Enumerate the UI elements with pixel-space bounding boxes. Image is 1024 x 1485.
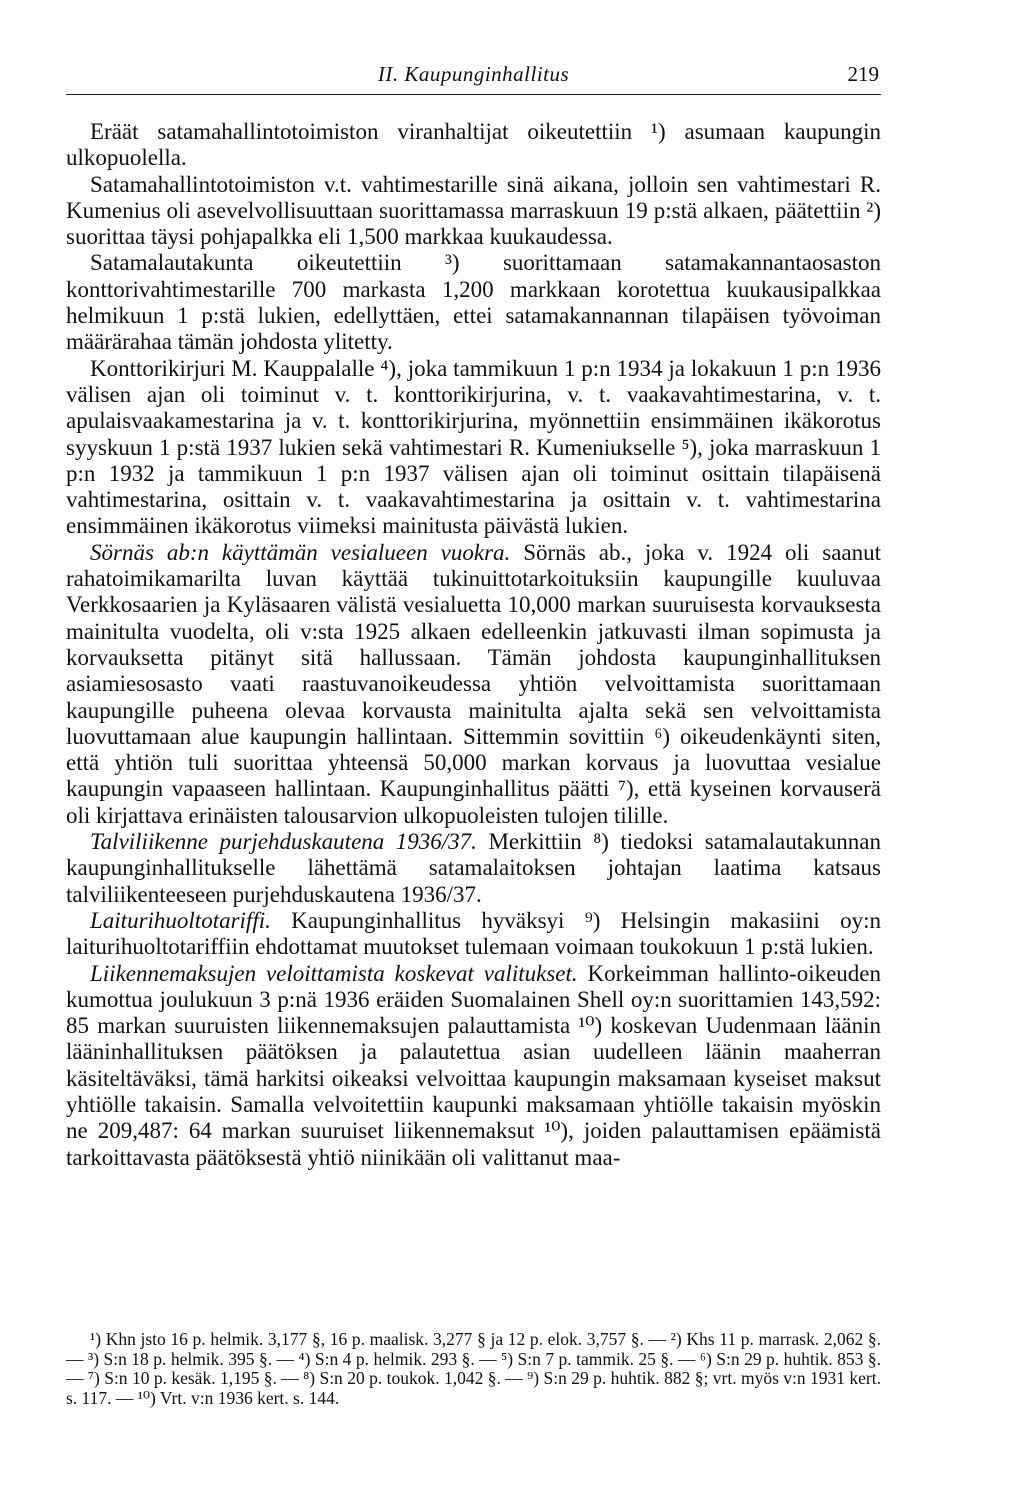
- paragraph-text: Sörnäs ab., joka v. 1924 oli saanut rahatoimikamarilta luvan käyttää tukinuittotarkoituksiin kaupungille kuuluvaa Verkkosaarien ja Kyläsaaren välistä vesialuetta 10,000 markan suuruisesta korvauksesta mainitulta vuodelta, oli v:sta 1925 alkaen edelleenkin jatkuvasti ilman sopimusta ja korvauksetta pitänyt sitä hallussaan. Tämän johdosta kaupunginhallituksen asiamiesosasto vaati raastuvanoikeudessa yhtiön velvoittamista suorittamaan kaupungille puheena olevaa korvausta mainitulta ajalta sekä sen velvoittamista luovuttamaan alue kaupungin hallintaan. Sittemmin sovittiin ⁶) oikeudenkäynti siten, että yhtiön tuli suorittaa yhteensä 50,000 markan korvaus ja luovuttaa vesialue kaupungin vapaaseen hallintaan. Kaupunginhallitus päätti ⁷), että kyseinen korvauserä oli kirjattava erinäisten talousarvion ulkopuoleisten tulojen tilille.: [66, 539, 881, 828]
- section-heading: Talviliikenne purjehduskautena 1936/37.: [90, 829, 477, 855]
- section-heading: Liikennemaksujen veloittamista koskevat valitukset.: [90, 960, 578, 986]
- paragraph-1: Eräät satamahallintotoimiston viranhaltijat oikeutettiin ¹) asumaan kaupungin ulkopuolella.: [66, 119, 881, 171]
- paragraph-text: Korkeimman hallinto-oikeuden kumottua joulukuun 3 p:nä 1936 eräiden Suomalainen Shell oy:n suorittamien 143,592: 85 markan suuruisten liikennemaksujen palauttamista ¹⁰) koskevan Uudenmaan läänin lääninhallituksen päätöksen ja palautettua asian uudelleen läänin maaherran käsiteltäväksi, tämä harkitsi oikeaksi velvoittaa kaupungin maksamaan kyseiset maksut yhtiölle takaisin. Samalla velvoitettiin kaupunki maksamaan yhtiölle takaisin myöskin ne 209,487: 64 markan suuruiset liikennemaksut ¹⁰), joiden palauttamisen epäämistä tarkoittavasta päätöksestä yhtiö niinikään oli valittanut maa-: [66, 960, 881, 1170]
- paragraph-text: Kaupunginhallitus hyväksyi ⁹) Helsingin makasiini oy:n laiturihuoltotariffiin ehdottamat muutokset tulemaan voimaan toukokuun 1 p:stä lukien.: [66, 907, 881, 960]
- running-title: II. Kaupunginhallitus: [377, 62, 570, 86]
- paragraph-4: Konttorikirjuri M. Kauppalalle ⁴), joka tammikuun 1 p:n 1934 ja lokakuun 1 p:n 1936 välisen ajan oli toiminut v. t. konttorikirjurina, v. t. vaakavahtimestarina, v. t. apulaisvaakamestarina ja v. t. konttorikirjurina, myönnettiin ensimmäinen ikäkorotus syyskuun 1 p:stä 1937 lukien sekä vahtimestari R. Kumeniukselle ⁵), joka marraskuun 1 p:n 1932 ja tammikuun 1 p:n 1937 välisen ajan oli toiminut osittain tilapäisenä vahtimestarina, osittain v. t. vaakavahtimestarina ja osittain v. t. vahtimestarina ensimmäinen ikäkorotus viimeksi mainitusta päivästä lukien.: [66, 355, 881, 539]
- footnotes: [66, 1330, 881, 1408]
- paragraph-text: Merkittiin ⁸) tiedoksi satamalautakunnan kaupunginhallitukselle lähettämä satamalaitoksen johtajan laatima katsaus talviliikenteeseen purjehduskautena 1936/37.: [66, 829, 881, 907]
- paragraph-sornas: [66, 540, 881, 829]
- body-text: [66, 119, 881, 1171]
- paragraph-3: Satamalautakunta oikeutettiin ³) suorittamaan satamakannantaosaston konttorivahtimestarille 700 markasta 1,200 markkaan korotettua kuukausipalkkaa helmikuun 1 p:stä lukien, edellyttäen, ettei satamakannannan tilapäisen työvoiman määrärahaa tämän johdosta ylitetty.: [66, 250, 881, 355]
- page-number: 219: [847, 62, 879, 86]
- section-heading: Sörnäs ab:n käyttämän vesialueen vuokra.: [90, 539, 511, 565]
- section-heading: Laiturihuoltotariffi.: [90, 907, 271, 933]
- paragraph-laiturihuolto: [66, 908, 881, 961]
- page-header: [66, 58, 881, 95]
- paragraph-liikennemaksut: [66, 961, 881, 1171]
- footnote-text: ¹) Khn jsto 16 p. helmik. 3,177 §, 16 p. maalisk. 3,277 § ja 12 p. elok. 3,757 §. — ²) Khs 11 p. marrask. 2,062 §. — ³) S:n 18 p. helmik. 395 §. — ⁴) S:n 4 p. helmik. 293 §. — ⁵) S:n 7 p. tammik. 25 §. — ⁶) S:n 29 p. huhtik. 853 §. — ⁷) S:n 10 p. kesäk. 1,195 §. — ⁸) S:n 20 p. toukok. 1,042 §. — ⁹) S:n 29 p. huhtik. 882 §; vrt. myös v:n 1931 kert. s. 117. — ¹⁰) Vrt. v:n 1936 kert. s. 144.: [66, 1329, 881, 1408]
- paragraph-talviliikenne: [66, 829, 881, 908]
- paragraph-2: Satamahallintotoimiston v.t. vahtimestarille sinä aikana, jolloin sen vahtimestari R. Kumenius oli asevelvollisuuttaan suorittamassa marraskuun 19 p:stä alkaen, päätettiin ²) suorittaa täysi pohjapalkka eli 1,500 markkaa kuukaudessa.: [66, 171, 881, 250]
